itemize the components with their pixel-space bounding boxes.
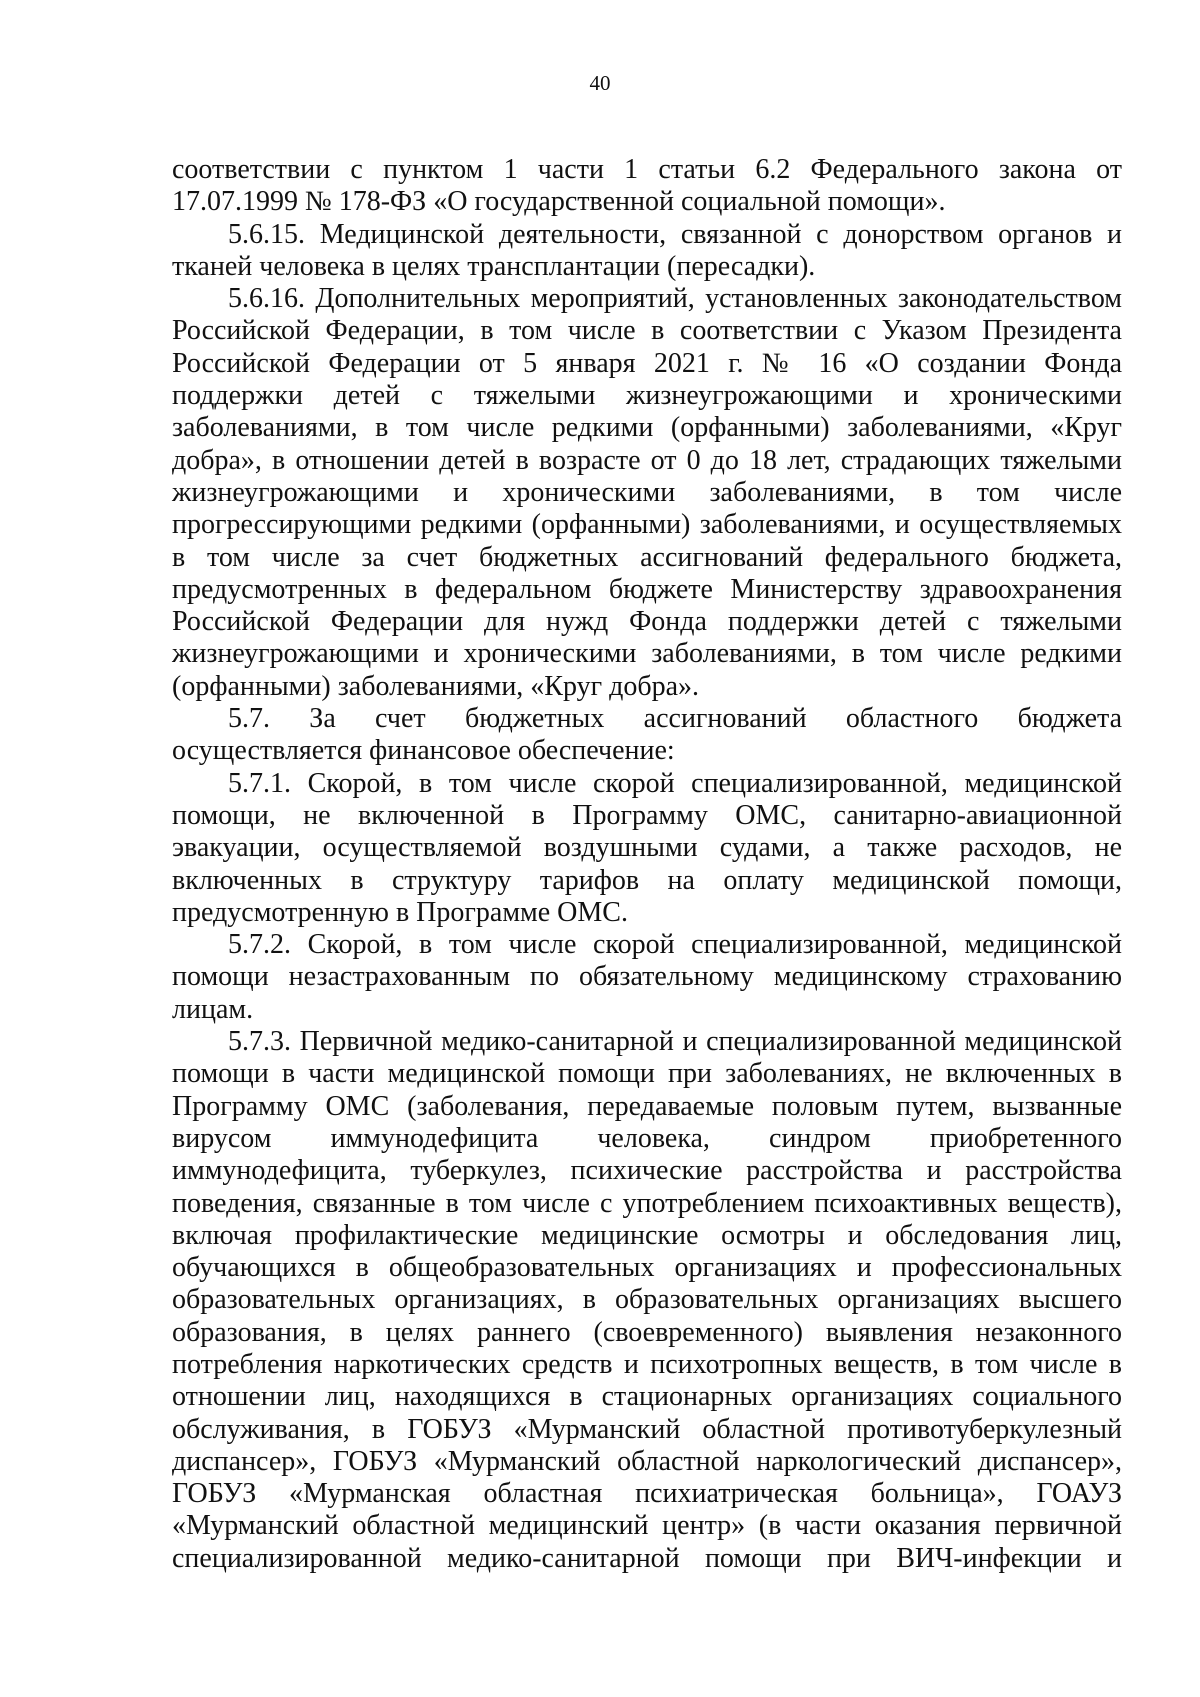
paragraph-5-7-1: 5.7.1. Скорой, в том числе скорой специализированной, медицинской помощи, не включенной в Программу ОМС, санитарно-авиационной эвакуации, осуществляемой воздушными судами, а также расходов, не включенных в структуру тарифов на оплату медицинской помощи, предусмотренную в Программе ОМС.	[172, 767, 1122, 928]
paragraph-continuation: соответствии с пунктом 1 части 1 статьи 6.2 Федерального закона от 17.07.1999 № 178-ФЗ «О государственной социальной помощи».	[172, 154, 1122, 218]
paragraph-5-7-2: 5.7.2. Скорой, в том числе скорой специализированной, медицинской помощи незастрахованным по обязательному медицинскому страхованию лицам.	[172, 929, 1122, 1025]
paragraph-5-7: 5.7. За счет бюджетных ассигнований областного бюджета осуществляется финансовое обеспечение:	[172, 703, 1122, 767]
paragraph-5-6-15: 5.6.15. Медицинской деятельности, связанной с донорством органов и тканей человека в целях трансплантации (пересадки).	[172, 218, 1122, 282]
paragraph-5-6-16: 5.6.16. Дополнительных мероприятий, установленных законодательством Российской Федерации, в том числе в соответствии с Указом Президента Российской Федерации от 5 января 2021 г. № 16 «О создании Фонда поддержки детей с тяжелыми жизнеугрожающими и хроническими заболеваниями, в том числе редкими (орфанными) заболеваниями, «Круг добра», в отношении детей в возрасте от 0 до 18 лет, страдающих тяжелыми жизнеугрожающими и хроническими заболеваниями, в том числе прогрессирующими редкими (орфанными) заболеваниями, и осуществляемых в том числе за счет бюджетных ассигнований федерального бюджета, предусмотренных в федеральном бюджете Министерству здравоохранения Российской Федерации для нужд Фонда поддержки детей с тяжелыми жизнеугрожающими и хроническими заболеваниями, в том числе редкими (орфанными) заболеваниями, «Круг добра».	[172, 283, 1122, 702]
document-body	[172, 154, 1122, 1575]
paragraph-5-7-3: 5.7.3. Первичной медико-санитарной и специализированной медицинской помощи в части медицинской помощи при заболеваниях, не включенных в Программу ОМС (заболевания, передаваемые половым путем, вызванные вирусом иммунодефицита человека, синдром приобретенного иммунодефицита, туберкулез, психические расстройства и расстройства поведения, связанные в том числе с употреблением психоактивных веществ), включая профилактические медицинские осмотры и обследования лиц, обучающихся в общеобразовательных организациях и профессиональных образовательных организациях, в образовательных организациях высшего образования, в целях раннего (своевременного) выявления незаконного потребления наркотических средств и психотропных веществ, в том числе в отношении лиц, находящихся в стационарных организациях социального обслуживания, в ГОБУЗ «Мурманский областной противотуберкулезный диспансер», ГОБУЗ «Мурманский областной наркологический диспансер», ГОБУЗ «Мурманская областная психиатрическая больница», ГОАУЗ «Мурманский областной медицинский центр» (в части оказания первичной специализированной медико-санитарной помощи при ВИЧ-инфекции и	[172, 1026, 1122, 1574]
page-number: 40	[589, 71, 611, 95]
